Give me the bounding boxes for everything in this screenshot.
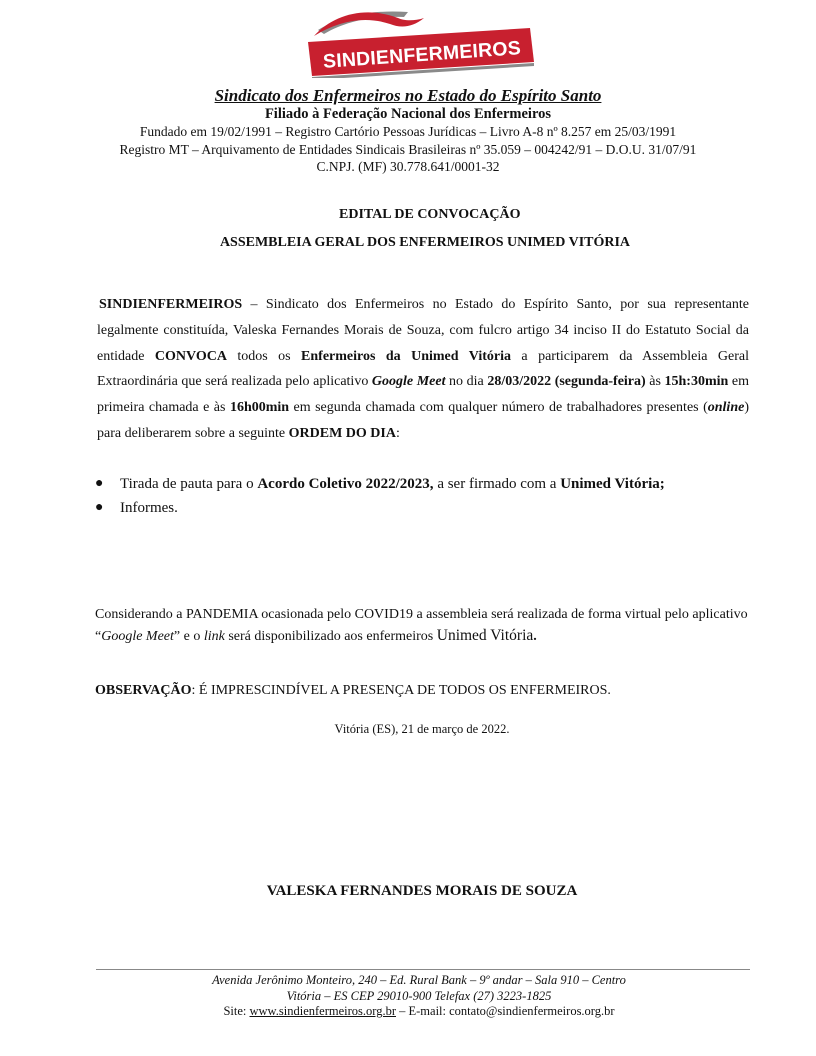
site-link[interactable]: www.sindienfermeiros.org.br	[249, 1004, 396, 1018]
notice-text: Considerando a PANDEMIA ocasionada pelo COVID19 a assembleia será realizada de forma virtual pelo aplicativo “	[95, 607, 748, 644]
agenda-text: a ser firmado com a	[433, 476, 561, 492]
audience-emphasis: Enfermeiros da Unimed Vitória	[301, 348, 511, 364]
notice-text: será disponibilizado aos enfermeiros	[224, 629, 437, 644]
app-name: Google Meet	[101, 629, 174, 644]
para-text: às	[645, 374, 665, 390]
union-acronym: SINDIENFERMEIROS	[99, 297, 243, 312]
cnpj-line: C.NPJ. (MF) 30.778.641/0001-32	[316, 159, 500, 174]
convoca-emphasis: CONVOCA	[154, 348, 227, 364]
email-address[interactable]: contato@sindienfermeiros.org.br	[449, 1004, 615, 1018]
union-name: Sindicato dos Enfermeiros no Estado do Espírito Santo	[214, 86, 602, 105]
footer-contact	[0, 1004, 816, 1019]
federation-affiliation: Filiado à Federação Nacional dos Enfermeiros	[264, 106, 552, 122]
para-text: no dia	[445, 374, 488, 390]
notice-text: ” e o	[173, 629, 204, 644]
list-item	[95, 472, 755, 496]
site-label: Site:	[223, 1004, 250, 1018]
document-subtitle: ASSEMBLEIA GERAL DOS ENFERMEIROS UNIMED VITÓRIA	[219, 235, 631, 250]
para-text: – Sindicato dos Enfermeiros no Estado do Espírito Santo, por sua representante legalmente constituída, Valeska Fernandes Morais de Souza, com fulcro artigo 34 inciso II do Estatuto Social da entidade	[97, 297, 749, 364]
para-text: a participarem da Assembleia Geral Extraordinária que será realizada pelo aplicativo	[97, 348, 749, 390]
agenda-list	[95, 472, 755, 520]
para-text: em primeira chamada e às	[97, 374, 749, 416]
link-word: link	[203, 629, 225, 644]
notice-period: .	[533, 629, 537, 644]
agenda-text: Tirada de pauta para o	[120, 476, 258, 492]
signatory-name: VALESKA FERNANDES MORAIS DE SOUZA	[266, 883, 578, 899]
agenda-emphasis: Acordo Coletivo 2022/2023,	[257, 476, 434, 492]
second-call-time: 16h00min	[229, 400, 290, 416]
document-date: Vitória (ES), 21 de março de 2022.	[334, 722, 510, 736]
agenda-heading: ORDEM DO DIA	[288, 425, 396, 441]
bullet-icon: ●	[95, 500, 104, 515]
sindienfermeiros-logo	[304, 8, 536, 78]
logo-text: SINDIENFERMEIROS	[322, 37, 522, 73]
footer-address: Avenida Jerônimo Monteiro, 240 – Ed. Rural Bank – 9º andar – Sala 910 – Centro	[212, 973, 626, 987]
agenda-text: Informes.	[120, 500, 178, 516]
email-label: – E-mail:	[396, 1004, 450, 1018]
footer-divider	[96, 969, 750, 970]
observation	[95, 683, 755, 699]
unimed-name: Unimed Vitória	[436, 627, 534, 644]
agenda-emphasis: Unimed Vitória;	[560, 476, 665, 492]
footer-city-phone: Vitória – ES CEP 29010-900 Telefax (27) 3223-1825	[286, 989, 552, 1003]
para-text: em segunda chamada com qualquer número de trabalhadores presentes (	[289, 400, 708, 416]
labor-registry-line: Registro MT – Arquivamento de Entidades Sindicais Brasileiras nº 35.059 – 004242/91 – D.O.U. 31/07/91	[119, 142, 697, 157]
para-text: ) para deliberarem sobre a seguinte	[97, 400, 749, 441]
online-emphasis: online	[707, 400, 745, 416]
bullet-icon: ●	[95, 476, 104, 491]
document-title: EDITAL DE CONVOCAÇÃO	[339, 207, 521, 222]
observation-label: OBSERVAÇÃO	[95, 683, 192, 698]
observation-text: : É IMPRESCINDÍVEL A PRESENÇA DE TODOS OS ENFERMEIROS.	[191, 683, 611, 698]
first-call-time: 15h:30min	[664, 374, 729, 390]
founding-registry-line: Fundado em 19/02/1991 – Registro Cartório Pessoas Jurídicas – Livro A-8 nº 8.257 em 25/03/1991	[139, 124, 677, 139]
pandemic-notice	[95, 604, 750, 647]
meeting-date: 28/03/2022 (segunda-feira)	[487, 374, 646, 390]
convocation-paragraph	[97, 292, 749, 447]
para-text: :	[395, 425, 400, 441]
para-text: todos os	[226, 348, 302, 364]
app-name: Google Meet	[371, 374, 446, 390]
list-item	[95, 496, 755, 520]
